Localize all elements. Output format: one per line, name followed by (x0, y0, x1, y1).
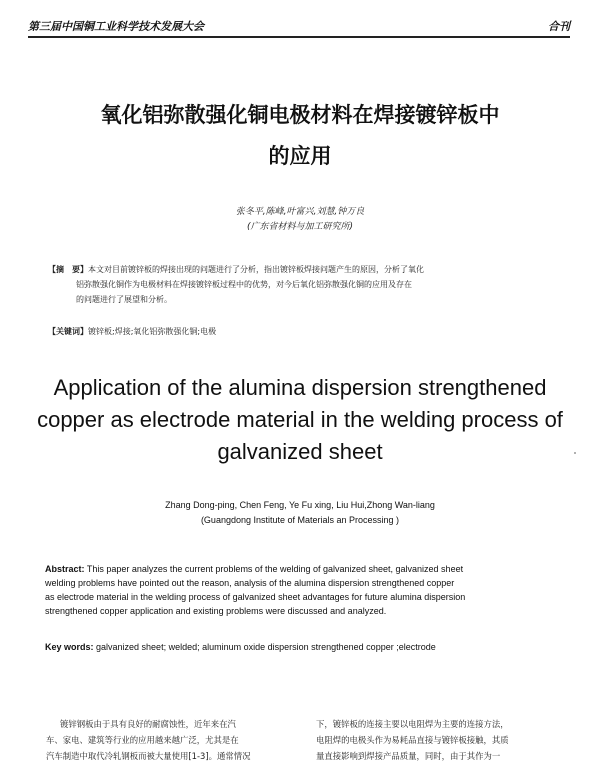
chinese-authors: 张冬平,陈峰,叶富兴,刘慧,钟万良 (235, 207, 365, 217)
body-line: 汽车制造中取代冷轧钢板而被大量使用[1-3]。通常情况 (46, 751, 251, 761)
body-line: 电阻焊的电极头作为易耗品直接与镀锌板接触，其质 (316, 735, 509, 745)
chinese-keywords (48, 324, 520, 339)
issue-label: 合刊 (548, 20, 570, 33)
body-line: 下，镀锌板的连接主要以电阻焊为主要的连接方法， (316, 719, 509, 729)
english-authors: Zhang Dong-ping, Chen Feng, Ye Fu xing, Liu Hui,Zhong Wan-liang (165, 500, 435, 510)
english-keywords-text: galvanized sheet; welded; aluminum oxide dispersion strengthened copper ;electrode (93, 642, 436, 652)
english-affiliation: (Guangdong Institute of Materials an Processing ) (200, 515, 400, 525)
chinese-keywords-label: 【关键词】 (48, 327, 88, 336)
chinese-keywords-text: 镀锌板;焊接;氧化铝弥散强化铜;电极 (88, 327, 217, 336)
english-keywords (45, 640, 557, 654)
scan-speck (574, 452, 576, 454)
english-title-line-3: galvanized sheet (217, 439, 383, 464)
body-line: 量直接影响到焊接产品质量，同时，由于其作为一 (316, 751, 501, 761)
english-keywords-label: Key words: (45, 642, 94, 652)
english-abstract-line: as electrode material in the welding process of galvanized sheet advantages for future alumina dispersion (45, 592, 466, 602)
english-abstract (45, 562, 557, 618)
english-title-line-1: Application of the alumina dispersion strengthened (53, 375, 547, 400)
body-line: 镀锌钢板由于具有良好的耐腐蚀性，近年来在汽 (60, 719, 236, 729)
english-abstract-line: strengthened copper application and existing problems were discussed and analyzed. (45, 606, 387, 616)
chinese-abstract-line: 的问题进行了展望和分析。 (76, 295, 172, 304)
chinese-abstract-label: 【摘 要】 (48, 265, 88, 274)
chinese-title-line-1: 氧化铝弥散强化铜电极材料在焊接镀锌板中 (100, 103, 500, 127)
body-column-left (46, 716, 294, 764)
english-abstract-line: Abstract: This paper analyzes the current problems of the welding of galvanized sheet, galvanized sheet (45, 564, 464, 574)
english-title-line-2: copper as electrode material in the welding process of (37, 407, 563, 432)
body-line: 车、家电、建筑等行业的应用越来越广泛，尤其是在 (46, 735, 239, 745)
chinese-title-line-2: 的应用 (268, 144, 332, 168)
body-column-right (316, 716, 564, 764)
conference-name: 第三届中国铜工业科学技术发展大会 (28, 20, 204, 33)
chinese-abstract-line: 铝弥散强化铜作为电极材料在焊接镀锌板过程中的优势，对今后氧化铝弥散强化铜的应用及存在 (76, 280, 412, 289)
english-abstract-label: Abstract: (45, 564, 85, 574)
english-abstract-line: welding problems have pointed out the reason, analysis of the alumina dispersion strengthened copper (45, 578, 455, 588)
chinese-abstract-line: 【摘 要】本文对目前镀锌板的焊接出现的问题进行了分析，指出镀锌板焊接问题产生的原因，分析了氧化 (48, 265, 424, 274)
running-header (28, 18, 570, 38)
chinese-abstract (48, 262, 520, 307)
chinese-affiliation: (广东省材料与加工研究所) (246, 222, 354, 232)
